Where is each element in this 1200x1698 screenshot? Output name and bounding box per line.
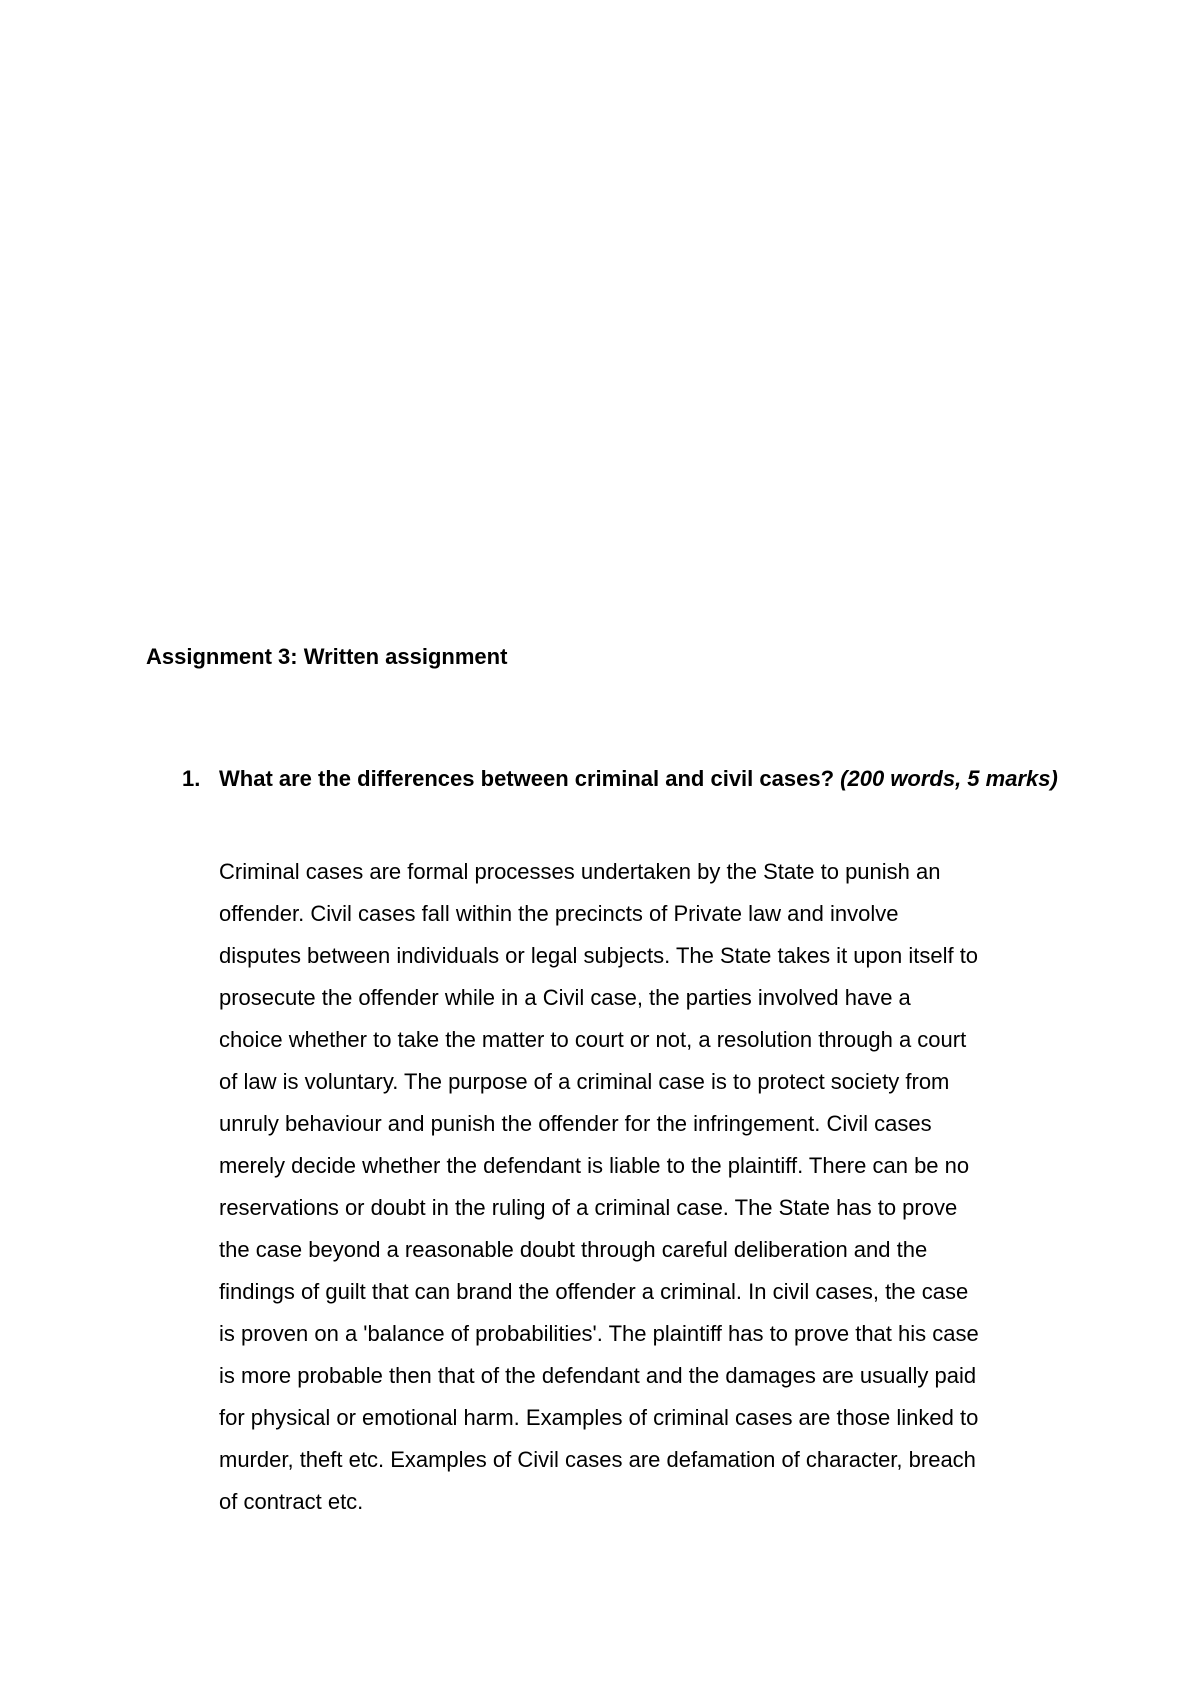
answer-paragraph — [219, 851, 1069, 1523]
answer-line: of law is voluntary. The purpose of a criminal case is to protect society from — [219, 1069, 950, 1094]
answer-line: for physical or emotional harm. Examples of criminal cases are those linked to — [219, 1405, 979, 1430]
question-body — [219, 758, 1062, 799]
answer-line: choice whether to take the matter to court or not, a resolution through a court — [219, 1027, 967, 1052]
question-number: 1. — [182, 766, 201, 791]
answer-line: murder, theft etc. Examples of Civil cases are defamation of character, breach — [219, 1447, 976, 1472]
answer-line: disputes between individuals or legal subjects. The State takes it upon itself to — [219, 943, 979, 968]
answer-line: prosecute the offender while in a Civil case, the parties involved have a — [219, 985, 911, 1010]
question-1 — [182, 758, 1062, 799]
answer-line: reservations or doubt in the ruling of a criminal case. The State has to prove — [219, 1195, 958, 1220]
answer-line: is more probable then that of the defendant and the damages are usually paid — [219, 1363, 977, 1388]
question-text: What are the differences between criminal and civil cases? — [219, 766, 835, 791]
answer-line: of contract etc. — [219, 1489, 364, 1514]
answer-line: is proven on a 'balance of probabilities'. The plaintiff has to prove that his case — [219, 1321, 979, 1346]
answer-line: findings of guilt that can brand the offender a criminal. In civil cases, the case — [219, 1279, 969, 1304]
question-marks: (200 words, 5 marks) — [840, 766, 1058, 791]
answer-line: the case beyond a reasonable doubt through careful deliberation and the — [219, 1237, 928, 1262]
assignment-title: Assignment 3: Written assignment — [146, 644, 508, 669]
answer-line: offender. Civil cases fall within the precincts of Private law and involve — [219, 901, 899, 926]
answer-line: unruly behaviour and punish the offender for the infringement. Civil cases — [219, 1111, 932, 1136]
answer-line: merely decide whether the defendant is liable to the plaintiff. There can be no — [219, 1153, 970, 1178]
answer-line: Criminal cases are formal processes undertaken by the State to punish an — [219, 859, 941, 884]
